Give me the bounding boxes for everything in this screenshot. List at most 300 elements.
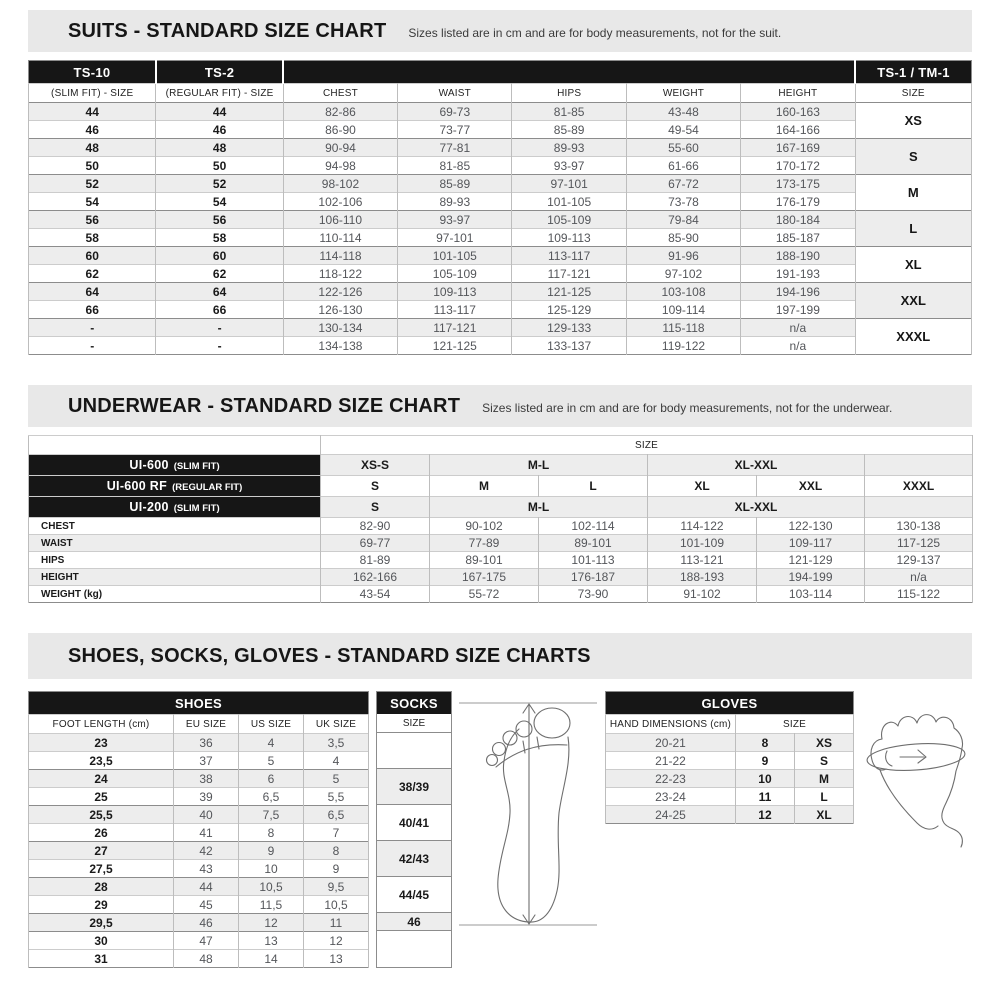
socks-size-column-header: SIZE [377,714,451,733]
underwear-model-size-cell: L [539,476,648,497]
underwear-measurement-cell: 89-101 [539,535,648,552]
suits-size-cell: S [855,139,971,175]
suits-size-cell: XXL [855,283,971,319]
socks-size-cell: 44/45 [377,877,451,913]
shoes-cell: 12 [304,932,369,950]
suits-cell: 91-96 [626,247,740,265]
suits-cell: 60 [29,247,156,265]
shoes-cell: 11 [304,914,369,932]
suits-cell: 109-113 [398,283,512,301]
suits-cell: 97-101 [398,229,512,247]
underwear-model-row [29,497,973,518]
underwear-measurement-cell: 117-125 [865,535,973,552]
gloves-cell: 24-25 [605,806,735,824]
shoes-cell: 8 [304,842,369,860]
suits-cell: 106-110 [283,211,397,229]
suits-row [29,121,972,139]
underwear-measurement-cell: 129-137 [865,552,973,569]
gloves-cell: XL [794,806,853,824]
gloves-cell: 12 [735,806,794,824]
shoes-cell: 26 [29,824,174,842]
underwear-measurement-row [29,518,973,535]
gloves-cell: 10 [735,770,794,788]
shoes-cell: 10,5 [304,896,369,914]
shoes-cell: 31 [29,950,174,968]
suits-cell: 58 [156,229,283,247]
suits-cell: 64 [156,283,283,301]
suits-cell: 167-169 [741,139,855,157]
gloves-col-size: SIZE [735,715,853,734]
suits-cell: 43-48 [626,103,740,121]
suits-size-cell: L [855,211,971,247]
suits-cell: 73-78 [626,193,740,211]
suits-cell: 93-97 [398,211,512,229]
underwear-measurement-row [29,569,973,586]
gloves-row [605,734,853,752]
suits-cell: - [156,319,283,337]
underwear-measurement-cell: 115-122 [865,586,973,603]
suits-cell: n/a [741,319,855,337]
underwear-measurement-label: HIPS [29,552,321,569]
shoes-cell: 5 [304,770,369,788]
suits-size-cell: M [855,175,971,211]
underwear-model-fit: (SLIM FIT) [173,503,220,514]
underwear-measurement-cell: 101-109 [648,535,757,552]
underwear-measurement-cell: 188-193 [648,569,757,586]
suits-section [28,10,972,355]
suits-row [29,103,972,121]
underwear-model-size-cell: M [430,476,539,497]
underwear-model-label [29,455,321,476]
suits-cell: 118-122 [283,265,397,283]
suits-cell: 130-134 [283,319,397,337]
suits-table [28,60,972,355]
shoes-cell: 44 [174,878,239,896]
shoes-cell: 6,5 [304,806,369,824]
shoes-cell: 25 [29,788,174,806]
suits-header-spacer [283,61,855,84]
suits-cell: 105-109 [398,265,512,283]
shoes-row [29,878,369,896]
suits-cell: 134-138 [283,337,397,355]
underwear-model-size-cell: M-L [430,497,648,518]
gloves-cell: 22-23 [605,770,735,788]
shoes-cell: 10,5 [239,878,304,896]
shoes-subheader-row [29,715,369,734]
suits-cell: n/a [741,337,855,355]
shoes-row [29,788,369,806]
suits-cell: 60 [156,247,283,265]
underwear-measurement-cell: 89-101 [430,552,539,569]
underwear-measurement-row [29,586,973,603]
shoes-cell: 37 [174,752,239,770]
shoes-cell: 47 [174,932,239,950]
suits-cell: 54 [29,193,156,211]
footwear-tables-row [28,691,972,968]
shoes-table [28,691,369,968]
shoes-cell: 8 [239,824,304,842]
shoes-cell: 29 [29,896,174,914]
underwear-corner-cell [29,436,321,455]
suits-subcol-waist: WAIST [398,84,512,103]
suits-cell: 129-133 [512,319,626,337]
shoes-cell: 14 [239,950,304,968]
suits-cell: 52 [29,175,156,193]
suits-cell: 109-114 [626,301,740,319]
shoes-cell: 13 [239,932,304,950]
suits-cell: 48 [156,139,283,157]
socks-size-cell [377,733,451,769]
suits-cell: 191-193 [741,265,855,283]
suits-cell: - [156,337,283,355]
shoes-cell: 27 [29,842,174,860]
suits-subcol-regularfit: (REGULAR FIT) - SIZE [156,84,283,103]
underwear-model-size-cell: XL-XXL [648,497,865,518]
shoes-cell: 9,5 [304,878,369,896]
shoes-col-us-size: US SIZE [239,715,304,734]
suits-cell: 62 [29,265,156,283]
suits-cell: 117-121 [512,265,626,283]
shoes-cell: 7 [304,824,369,842]
suits-cell: 85-90 [626,229,740,247]
suits-cell: - [29,337,156,355]
suits-cell: 82-86 [283,103,397,121]
underwear-model-size-cell: XL [648,476,757,497]
underwear-measurement-cell: 91-102 [648,586,757,603]
gloves-cell: 23-24 [605,788,735,806]
underwear-measurement-cell: 82-90 [321,518,430,535]
gloves-cell: L [794,788,853,806]
underwear-measurement-cell: 103-114 [757,586,865,603]
shoes-cell: 9 [304,860,369,878]
socks-size-cell [377,931,451,967]
underwear-size-header: SIZE [321,436,973,455]
gloves-cell: XS [794,734,853,752]
suits-cell: 62 [156,265,283,283]
gloves-cell: M [794,770,853,788]
suits-cell: 170-172 [741,157,855,175]
foot-illustration-area [452,691,605,943]
gloves-header-row [605,692,853,715]
underwear-section [28,385,972,603]
suits-cell: 133-137 [512,337,626,355]
shoes-cell: 6 [239,770,304,788]
suits-subcol-slimfit: (SLIM FIT) - SIZE [29,84,156,103]
suits-cell: 81-85 [398,157,512,175]
shoes-cell: 43 [174,860,239,878]
shoes-cell: 7,5 [239,806,304,824]
suits-cell: 197-199 [741,301,855,319]
socks-size-cell: 46 [377,913,451,931]
underwear-measurement-cell: 176-187 [539,569,648,586]
underwear-model-size-cell: S [321,476,430,497]
suits-cell: 44 [156,103,283,121]
suits-cell: 85-89 [398,175,512,193]
socks-size-cell: 38/39 [377,769,451,805]
shoes-cell: 36 [174,734,239,752]
suits-cell: - [29,319,156,337]
suits-cell: 94-98 [283,157,397,175]
suits-cell: 194-196 [741,283,855,301]
suits-cell: 49-54 [626,121,740,139]
suits-cell: 121-125 [512,283,626,301]
underwear-model-fit: (SLIM FIT) [173,461,220,472]
suits-cell: 126-130 [283,301,397,319]
suits-subtitle: Sizes listed are in cm and are for body measurements, not for the suit. [408,25,782,40]
suits-cell: 66 [29,301,156,319]
shoes-cell: 30 [29,932,174,950]
underwear-measurement-cell: 90-102 [430,518,539,535]
socks-table [376,691,452,968]
hand-circumference-measurement-icon [860,699,972,849]
shoes-cell: 27,5 [29,860,174,878]
suits-row [29,301,972,319]
underwear-measurement-label: HEIGHT [29,569,321,586]
underwear-title: UNDERWEAR - STANDARD SIZE CHART [68,394,461,417]
shoes-cell: 42 [174,842,239,860]
underwear-model-name: UI-600 RF [106,479,168,493]
underwear-model-size-cell: XXL [757,476,865,497]
underwear-measurement-cell: 114-122 [648,518,757,535]
shoes-row [29,914,369,932]
suits-cell: 61-66 [626,157,740,175]
underwear-model-row [29,476,973,497]
gloves-table [605,691,854,824]
suits-cell: 52 [156,175,283,193]
underwear-measurement-row [29,535,973,552]
suits-cell: 86-90 [283,121,397,139]
suits-row [29,283,972,301]
suits-header-row [29,61,972,84]
suits-cell: 114-118 [283,247,397,265]
suits-cell: 79-84 [626,211,740,229]
suits-row [29,175,972,193]
gloves-cell: 11 [735,788,794,806]
shoes-cell: 5 [239,752,304,770]
shoes-row [29,734,369,752]
shoes-cell: 4 [239,734,304,752]
footwear-banner [28,633,972,679]
suits-cell: 54 [156,193,283,211]
suits-cell: 44 [29,103,156,121]
underwear-model-size-cell [865,497,973,518]
suits-row [29,319,972,337]
suits-size-cell: XS [855,103,971,139]
underwear-model-fit: (REGULAR FIT) [172,482,243,493]
suits-subcol-hips: HIPS [512,84,626,103]
suits-col-ts10: TS-10 [29,61,156,84]
socks-size-cell: 40/41 [377,805,451,841]
suits-cell: 119-122 [626,337,740,355]
suits-cell: 56 [156,211,283,229]
shoes-cell: 39 [174,788,239,806]
shoes-row [29,932,369,950]
suits-cell: 185-187 [741,229,855,247]
gloves-row [605,752,853,770]
suits-cell: 125-129 [512,301,626,319]
suits-cell: 101-105 [398,247,512,265]
suits-cell: 50 [156,157,283,175]
suits-row [29,139,972,157]
underwear-table [28,435,973,603]
suits-row [29,211,972,229]
suits-cell: 48 [29,139,156,157]
underwear-measurement-cell: n/a [865,569,973,586]
underwear-measurement-cell: 162-166 [321,569,430,586]
suits-cell: 50 [29,157,156,175]
suits-cell: 102-106 [283,193,397,211]
suits-cell: 117-121 [398,319,512,337]
underwear-model-size-cell [865,455,973,476]
suits-cell: 180-184 [741,211,855,229]
suits-row [29,247,972,265]
underwear-measurement-row [29,552,973,569]
shoes-row [29,770,369,788]
underwear-measurement-label: WEIGHT (kg) [29,586,321,603]
suits-row [29,337,972,355]
underwear-measurement-cell: 194-199 [757,569,865,586]
footwear-section [28,633,972,968]
suits-row [29,229,972,247]
shoes-cell: 38 [174,770,239,788]
shoes-cell: 4 [304,752,369,770]
gloves-subheader-row [605,715,853,734]
shoes-cell: 23,5 [29,752,174,770]
suits-cell: 101-105 [512,193,626,211]
shoes-cell: 28 [29,878,174,896]
shoes-cell: 46 [174,914,239,932]
suits-cell: 46 [156,121,283,139]
shoes-header: SHOES [29,692,369,715]
foot-length-measurement-icon [453,693,603,943]
shoes-row [29,806,369,824]
shoes-cell: 13 [304,950,369,968]
suits-cell: 89-93 [512,139,626,157]
underwear-measurement-cell: 167-175 [430,569,539,586]
shoes-col-eu-size: EU SIZE [174,715,239,734]
suits-banner [28,10,972,52]
shoes-cell: 40 [174,806,239,824]
suits-cell: 160-163 [741,103,855,121]
suits-cell: 81-85 [512,103,626,121]
suits-cell: 105-109 [512,211,626,229]
gloves-cell: 9 [735,752,794,770]
suits-cell: 46 [29,121,156,139]
suits-cell: 66 [156,301,283,319]
underwear-measurement-cell: 73-90 [539,586,648,603]
suits-row [29,193,972,211]
shoes-row [29,860,369,878]
suits-cell: 55-60 [626,139,740,157]
shoes-cell: 12 [239,914,304,932]
suits-row [29,265,972,283]
suits-cell: 97-101 [512,175,626,193]
shoes-cell: 11,5 [239,896,304,914]
shoes-cell: 23 [29,734,174,752]
suits-cell: 121-125 [398,337,512,355]
suits-col-ts2: TS-2 [156,61,283,84]
underwear-model-name: UI-200 [129,500,169,514]
suits-cell: 97-102 [626,265,740,283]
underwear-measurement-cell: 109-117 [757,535,865,552]
gloves-row [605,788,853,806]
underwear-measurement-label: WAIST [29,535,321,552]
shoes-cell: 5,5 [304,788,369,806]
suits-row [29,157,972,175]
shoes-cell: 3,5 [304,734,369,752]
underwear-model-row [29,455,973,476]
underwear-model-size-cell: XXXL [865,476,973,497]
suits-cell: 113-117 [512,247,626,265]
underwear-measurement-cell: 102-114 [539,518,648,535]
suits-subcol-size: SIZE [855,84,971,103]
suits-size-cell: XXXL [855,319,971,355]
underwear-measurement-label: CHEST [29,518,321,535]
suits-cell: 115-118 [626,319,740,337]
underwear-model-size-cell: XL-XXL [648,455,865,476]
socks-size-cell: 42/43 [377,841,451,877]
suits-cell: 64 [29,283,156,301]
shoes-col-foot-length: FOOT LENGTH (cm) [29,715,174,734]
underwear-measurement-cell: 69-77 [321,535,430,552]
underwear-model-size-cell: XS-S [321,455,430,476]
shoes-row [29,896,369,914]
shoes-cell: 41 [174,824,239,842]
suits-cell: 113-117 [398,301,512,319]
gloves-header: GLOVES [605,692,853,715]
hand-illustration-area [854,691,972,849]
shoes-row [29,824,369,842]
socks-header: SOCKS [377,692,451,714]
suits-cell: 89-93 [398,193,512,211]
gloves-row [605,806,853,824]
suits-cell: 173-175 [741,175,855,193]
shoes-cell: 45 [174,896,239,914]
underwear-measurement-cell: 130-138 [865,518,973,535]
suits-cell: 122-126 [283,283,397,301]
shoes-row [29,950,369,968]
gloves-cell: 21-22 [605,752,735,770]
suits-cell: 176-179 [741,193,855,211]
underwear-model-name: UI-600 [129,458,169,472]
underwear-measurement-cell: 55-72 [430,586,539,603]
suits-cell: 67-72 [626,175,740,193]
socks-body [377,733,451,967]
gloves-col-hand-dimensions: HAND DIMENSIONS (cm) [605,715,735,734]
suits-cell: 73-77 [398,121,512,139]
shoes-row [29,842,369,860]
underwear-model-size-cell: S [321,497,430,518]
shoes-cell: 29,5 [29,914,174,932]
shoes-cell: 24 [29,770,174,788]
suits-cell: 56 [29,211,156,229]
underwear-measurement-cell: 81-89 [321,552,430,569]
suits-cell: 90-94 [283,139,397,157]
suits-cell: 85-89 [512,121,626,139]
underwear-size-header-row [29,436,973,455]
underwear-measurement-cell: 43-54 [321,586,430,603]
suits-cell: 164-166 [741,121,855,139]
gloves-cell: 8 [735,734,794,752]
underwear-measurement-cell: 122-130 [757,518,865,535]
suits-cell: 109-113 [512,229,626,247]
suits-cell: 98-102 [283,175,397,193]
underwear-model-label [29,476,321,497]
suits-title: SUITS - STANDARD SIZE CHART [68,19,387,42]
suits-subcol-weight: WEIGHT [626,84,740,103]
footwear-title: SHOES, SOCKS, GLOVES - STANDARD SIZE CHARTS [68,644,591,667]
underwear-model-size-cell: M-L [430,455,648,476]
